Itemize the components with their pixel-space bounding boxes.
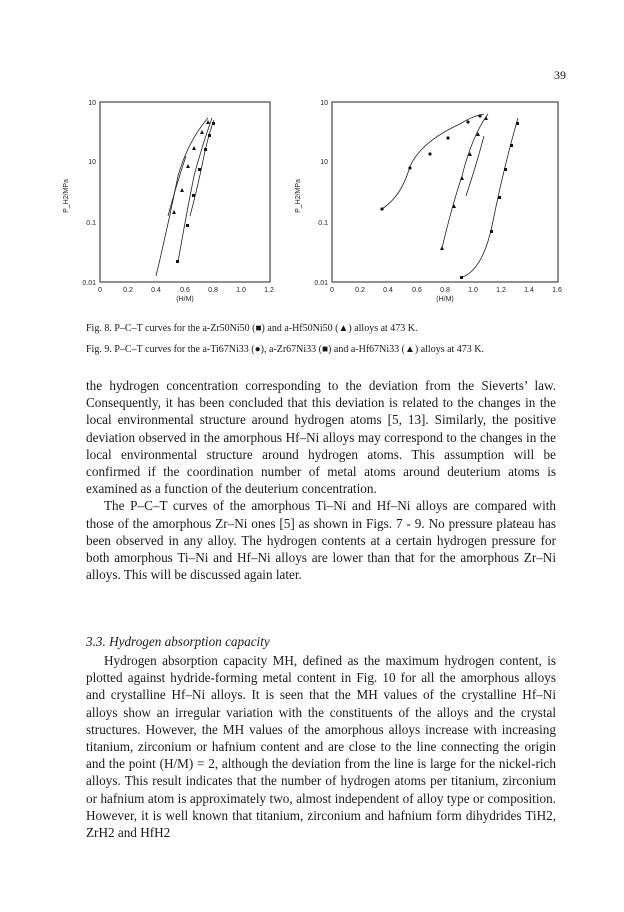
fig8-hf-point bbox=[192, 146, 196, 150]
fig9-ti-point bbox=[446, 136, 449, 139]
fig9-ytick: 10 bbox=[320, 100, 328, 107]
fig8-zr-point bbox=[204, 148, 207, 151]
fig9-ti-point bbox=[478, 114, 481, 117]
body-text-bottom bbox=[86, 652, 556, 841]
fig8-hf-curve-2 bbox=[168, 156, 186, 216]
paragraph-1: the hydrogen concentration corresponding to the deviation from the Sieverts’ law. Consequently, it has been concluded that this deviation is related to the changes in the local environmental structure around hydrogen atoms [5, 13]. Similarly, the positive deviation observed in the amorphous Hf–Ni alloys may correspond to the changes in the local environmental structure around hydrogen atoms. This assumption will be confirmed if the coordination number of metal atoms around deuterium atoms is examined as a function of the deuterium concentration. bbox=[86, 378, 556, 497]
fig9-ti-curve bbox=[382, 114, 484, 209]
fig8-hf-point bbox=[180, 188, 184, 192]
fig9-xtick: 0.2 bbox=[355, 287, 365, 294]
fig8-ytick: 0.01 bbox=[82, 280, 96, 287]
fig9-xtick: 1.6 bbox=[552, 287, 562, 294]
figure-8-plot bbox=[60, 96, 280, 306]
fig9-ti-point bbox=[380, 207, 383, 210]
page-number: 39 bbox=[554, 68, 566, 82]
figure-8-caption: Fig. 8. P–C–T curves for the a-Zr50Ni50 (■) and a-Hf50Ni50 (▲) alloys at 473 K. bbox=[86, 323, 418, 334]
fig9-xtick: 0.4 bbox=[383, 287, 393, 294]
fig8-ytick: 0.1 bbox=[86, 220, 96, 227]
fig9-zr-point bbox=[490, 230, 493, 233]
fig8-zr-point bbox=[212, 122, 215, 125]
fig9-hf-point bbox=[460, 176, 464, 180]
fig9-zr-curve bbox=[460, 118, 518, 278]
fig8-xtick: 0.6 bbox=[180, 287, 190, 294]
body-text-top bbox=[86, 377, 556, 583]
fig8-zr-curve bbox=[178, 118, 212, 262]
fig9-zr-point bbox=[498, 196, 501, 199]
fig9-zr-point bbox=[504, 168, 507, 171]
fig9-zr-point bbox=[510, 144, 513, 147]
fig9-xtick: 1.0 bbox=[468, 287, 478, 294]
fig9-ytick: 0.01 bbox=[314, 280, 328, 287]
fig9-xlabel: (H/M) bbox=[436, 296, 454, 303]
fig9-ytick: 10 bbox=[320, 159, 328, 166]
paragraph-3: Hydrogen absorption capacity MH, defined as the maximum hydrogen content, is plotted against hydride-forming metal content in Fig. 10 for all the amorphous alloys and crystalline Hf–Ni alloys. It is seen that the MH values of the crystalline Hf–Ni alloys show an irregular variation with the constituents of the alloys and the crystal structures. However, the MH values of the amorphous alloys increase with increasing titanium, zirconium or hafnium content and are close to the line connecting the origin and the point (H/M) = 2, although the deviation from the line is large for the nickel-rich alloys. This result indicates that the number of hydrogen atoms per titanium, zirconium or hafnium atom is approximately two, almost independent of alloy type or composition. However, it is well known that titanium, zirconium and hafnium form dihydrides TiH2, ZrH2 and HfH2 bbox=[86, 653, 556, 841]
fig9-zr-point bbox=[516, 122, 519, 125]
fig8-xtick: 0 bbox=[98, 287, 102, 294]
fig9-hf-point bbox=[484, 116, 488, 120]
fig8-zr-point bbox=[186, 224, 189, 227]
fig8-xtick: 1.2 bbox=[264, 287, 274, 294]
fig9-hf-curve bbox=[442, 114, 488, 248]
paragraph-2: The P–C–T curves of the amorphous Ti–Ni and Hf–Ni alloys are compared with those of the amorphous Zr–Ni ones [5] as shown in Figs. 7 - 9. No pressure plateau has been observed in any alloy. The hydrogen contents at a certain hydrogen pressure for both amorphous Ti–Ni and Hf–Ni alloys are lower than that for the amorphous Zr–Ni alloys. This will be discussed again later. bbox=[86, 498, 556, 583]
fig9-ytick: 0.1 bbox=[318, 220, 328, 227]
fig8-xtick: 0.4 bbox=[151, 287, 161, 294]
fig9-xtick: 0.6 bbox=[412, 287, 422, 294]
figure-9-plot bbox=[292, 96, 562, 306]
fig9-hf-curve-2 bbox=[466, 136, 484, 196]
section-heading: 3.3. Hydrogen absorption capacity bbox=[86, 634, 270, 649]
fig9-ti-point bbox=[466, 120, 469, 123]
fig9-xtick: 1.2 bbox=[496, 287, 506, 294]
fig9-zr-point bbox=[460, 276, 463, 279]
figure-9-caption: Fig. 9. P–C–T curves for the a-Ti67Ni33 (●), a-Zr67Ni33 (■) and a-Hf67Ni33 (▲) alloys at 473 K. bbox=[86, 344, 485, 355]
fig8-hf-point bbox=[172, 210, 176, 214]
fig8-ytick: 10 bbox=[88, 100, 96, 107]
fig8-xtick: 1.0 bbox=[236, 287, 246, 294]
fig8-zr-point bbox=[176, 260, 179, 263]
fig8-xtick: 0.8 bbox=[208, 287, 218, 294]
fig9-xtick: 1.4 bbox=[524, 287, 534, 294]
fig8-zr-point bbox=[208, 134, 211, 137]
fig9-ylabel: P_H2/MPa bbox=[295, 179, 302, 213]
fig9-xtick: 0.8 bbox=[440, 287, 450, 294]
fig9-ti-point bbox=[408, 166, 411, 169]
fig9-hf-point bbox=[440, 246, 444, 250]
fig8-xlabel: (H/M) bbox=[176, 296, 194, 303]
fig8-ytick: 10 bbox=[88, 159, 96, 166]
fig9-xtick: 0 bbox=[330, 287, 334, 294]
fig9-ti-point bbox=[428, 152, 431, 155]
fig8-ylabel: P_H2/MPa bbox=[63, 179, 70, 213]
fig8-hf-point bbox=[186, 164, 190, 168]
fig8-zr-point bbox=[198, 168, 201, 171]
fig8-zr-point bbox=[192, 194, 195, 197]
fig8-xtick: 0.2 bbox=[123, 287, 133, 294]
fig8-hf-curve bbox=[156, 118, 208, 276]
fig8-hf-point bbox=[200, 130, 204, 134]
fig8-hf-point bbox=[206, 120, 210, 124]
